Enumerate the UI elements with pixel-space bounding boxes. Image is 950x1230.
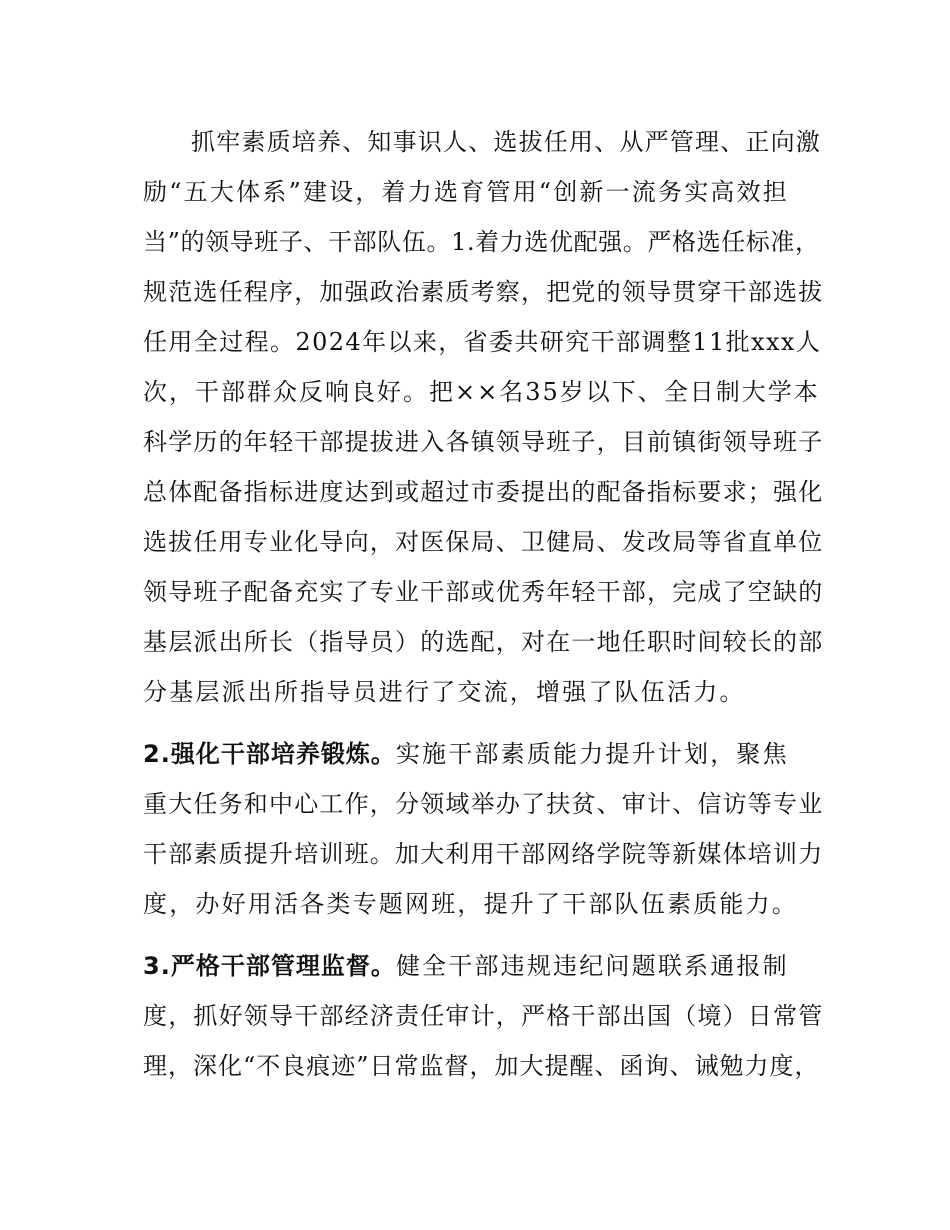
para1-line-11: 基层派出所长（指导员）的选配，对在一地任职时间较长的部 — [143, 628, 824, 656]
para2-line-1 — [143, 738, 823, 770]
para1-line-10: 领导班子配备充实了专业干部或优秀年轻干部，完成了空缺的 — [143, 578, 824, 606]
para1-line-1: 抓牢素质培养、知事识人、选拔任用、从严管理、正向激 — [191, 128, 821, 156]
para2-line-2: 重大任务和中心工作，分领域举办了扶贫、审计、信访等专业 — [143, 790, 824, 818]
para1-line-5: 任用全过程。2024年以来，省委共研究干部调整11批xxx人 — [143, 328, 822, 356]
para3-line-3: 理，深化“不良痕迹”日常监督，加大提醒、函询、诫勉力度， — [143, 1052, 820, 1080]
para1-line-8: 总体配备指标进度达到或超过市委提出的配备指标要求；强化 — [143, 478, 824, 506]
para1-line-7: 科学历的年轻干部提拔进入各镇领导班子，目前镇街领导班子 — [143, 428, 824, 456]
para1-line-9: 选拔任用专业化导向，对医保局、卫健局、发改局等省直单位 — [143, 528, 824, 556]
para3-heading: 3.严格干部管理监督。 — [143, 952, 396, 980]
para3-line-2: 度，抓好领导干部经济责任审计，严格干部出国（境）日常管 — [143, 1002, 824, 1030]
para2-first-line-text: 实施干部素质能力提升计划，聚焦 — [395, 740, 789, 768]
para1-line-6: 次，干部群众反响良好。把××名35岁以下、全日制大学本 — [143, 378, 820, 406]
para3-line-1 — [143, 950, 823, 982]
para3-first-line-text: 健全干部违规违纪问题联系通报制 — [395, 952, 789, 980]
para1-line-2: 励“五大体系”建设，着力选育管用“创新一流务实高效担 — [143, 178, 790, 206]
para2-line-3: 干部素质提升培训班。加大利用干部网络学院等新媒体培训力 — [143, 840, 824, 868]
para2-line-4: 度，办好用活各类专题网班，提升了干部队伍素质能力。 — [143, 890, 798, 918]
para1-line-4: 规范选任程序，加强政治素质考察，把党的领导贯穿干部选拔 — [143, 278, 824, 306]
para2-heading: 2.强化干部培养锻炼。 — [143, 740, 396, 768]
para1-line-12: 分基层派出所指导员进行了交流，增强了队伍活力。 — [143, 678, 746, 706]
para1-line-3: 当”的领导班子、干部队伍。1.着力选优配强。严格选任标准， — [143, 228, 820, 256]
